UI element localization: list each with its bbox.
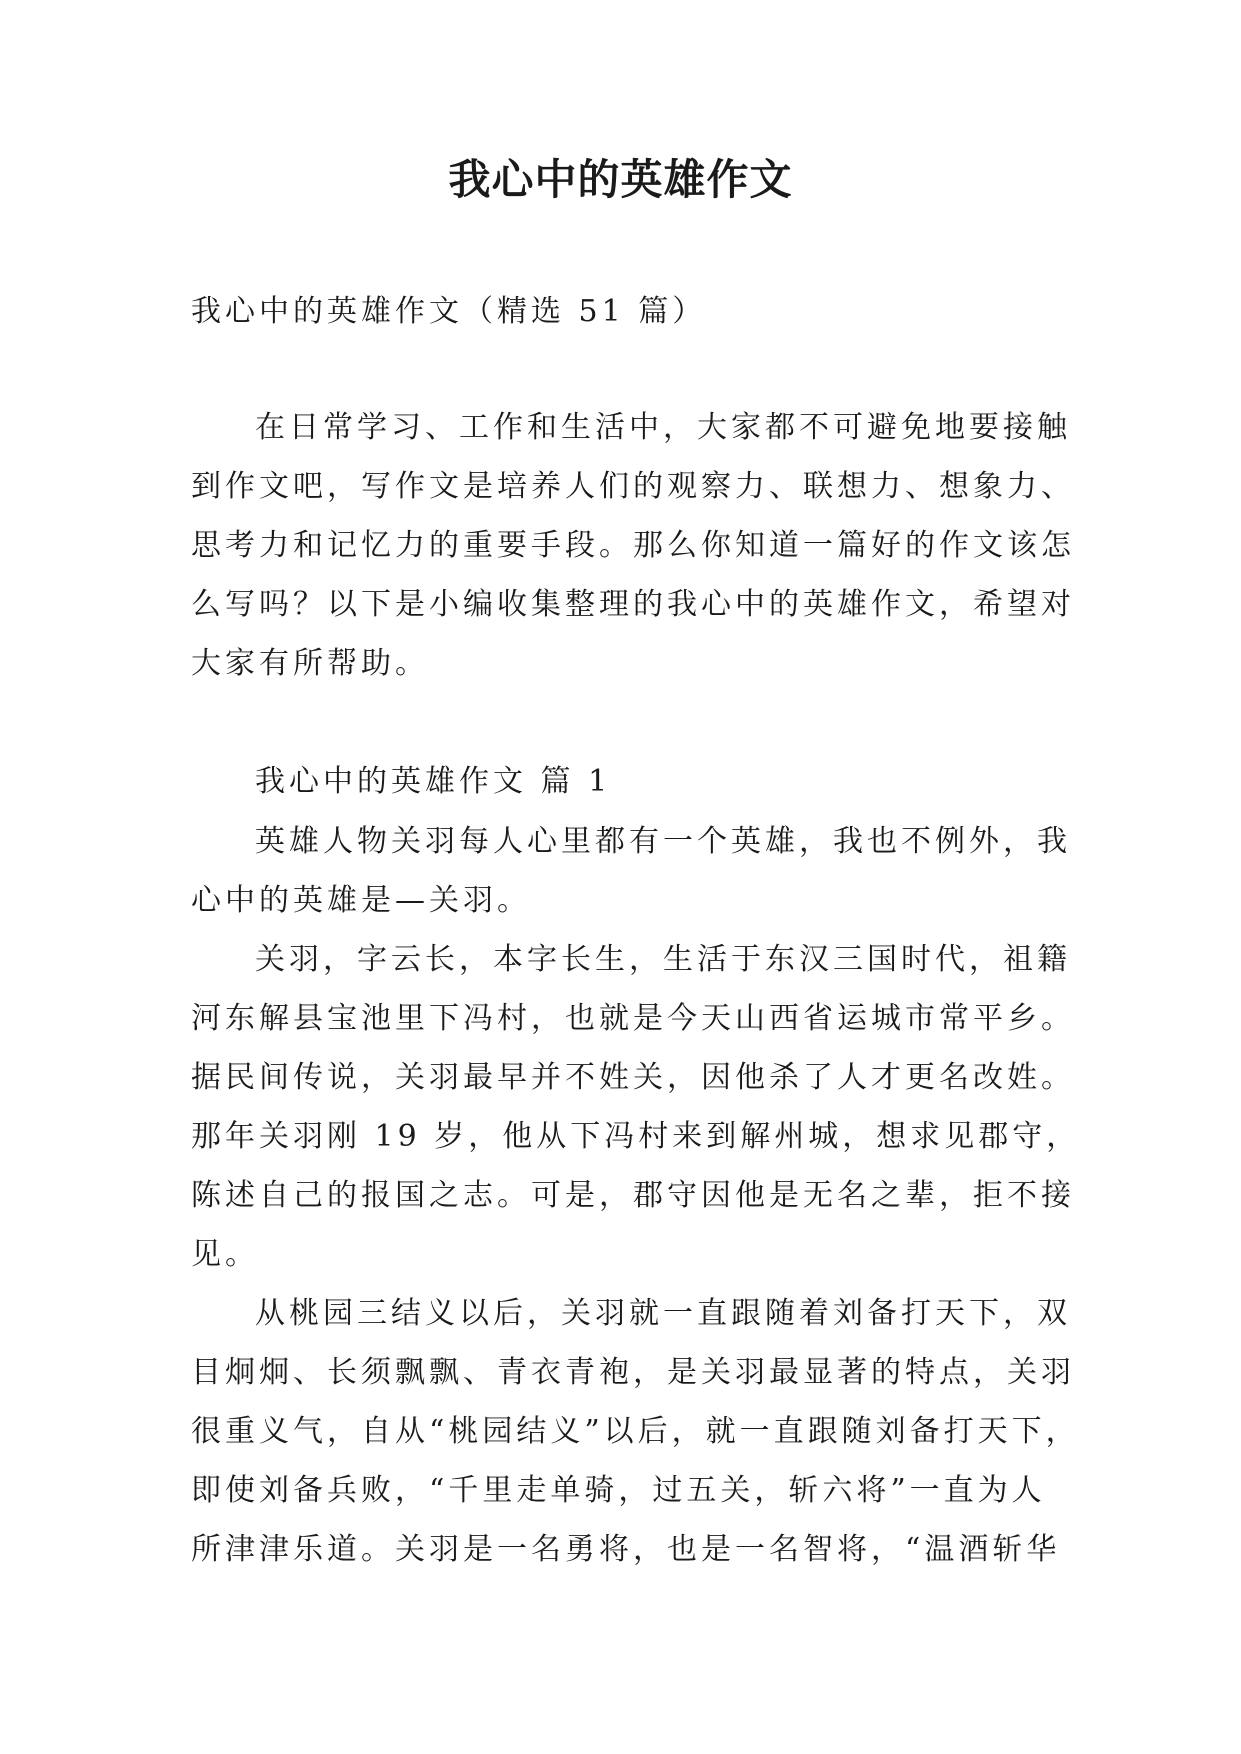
- section-heading: 我心中的英雄作文 篇 1: [255, 764, 612, 799]
- text-line: 即使刘备兵败，“千里走单骑，过五关，斩六将”一直为人: [191, 1473, 1046, 1508]
- text-line: 么写吗？以下是小编收集整理的我心中的英雄作文，希望对: [191, 587, 1075, 622]
- intro-paragraph: [191, 398, 1075, 693]
- text-line: 很重义气，自从“桃园结义”以后，就一直跟随刘备打天下，: [191, 1414, 1080, 1449]
- text-line: 大家有所帮助。: [191, 646, 429, 681]
- text-line: 所津津乐道。关羽是一名勇将，也是一名智将，“温酒斩华: [191, 1532, 1061, 1567]
- paragraph-1: [191, 812, 1071, 930]
- text-line: 从桃园三结义以后，关羽就一直跟随着刘备打天下，双: [255, 1296, 1071, 1331]
- text-line: 在日常学习、工作和生活中，大家都不可避免地要接触: [255, 410, 1071, 445]
- document-subtitle: 我心中的英雄作文（精选 51 篇）: [191, 294, 707, 329]
- text-line: 到作文吧，写作文是培养人们的观察力、联想力、想象力、: [191, 469, 1075, 504]
- text-line: 思考力和记忆力的重要手段。那么你知道一篇好的作文该怎: [191, 528, 1075, 563]
- text-line: 那年关羽刚 19 岁，他从下冯村来到解州城，想求见郡守，: [191, 1119, 1081, 1154]
- paragraph-2: [191, 930, 1081, 1284]
- text-line: 目炯炯、长须飘飘、青衣青袍，是关羽最显著的特点，关羽: [191, 1355, 1075, 1390]
- text-line: 见。: [191, 1237, 259, 1272]
- text-line: 英雄人物关羽每人心里都有一个英雄，我也不例外，我: [255, 824, 1071, 859]
- text-line: 关羽，字云长，本字长生，生活于东汉三国时代，祖籍: [255, 942, 1071, 977]
- document-title: 我心中的英雄作文: [448, 155, 793, 204]
- text-line: 心中的英雄是—关羽。: [191, 883, 531, 918]
- paragraph-3: [191, 1284, 1080, 1579]
- text-line: 陈述自己的报国之志。可是，郡守因他是无名之辈，拒不接: [191, 1178, 1075, 1213]
- text-line: 河东解县宝池里下冯村，也就是今天山西省运城市常平乡。: [191, 1001, 1075, 1036]
- text-line: 据民间传说，关羽最早并不姓关，因他杀了人才更名改姓。: [191, 1060, 1075, 1095]
